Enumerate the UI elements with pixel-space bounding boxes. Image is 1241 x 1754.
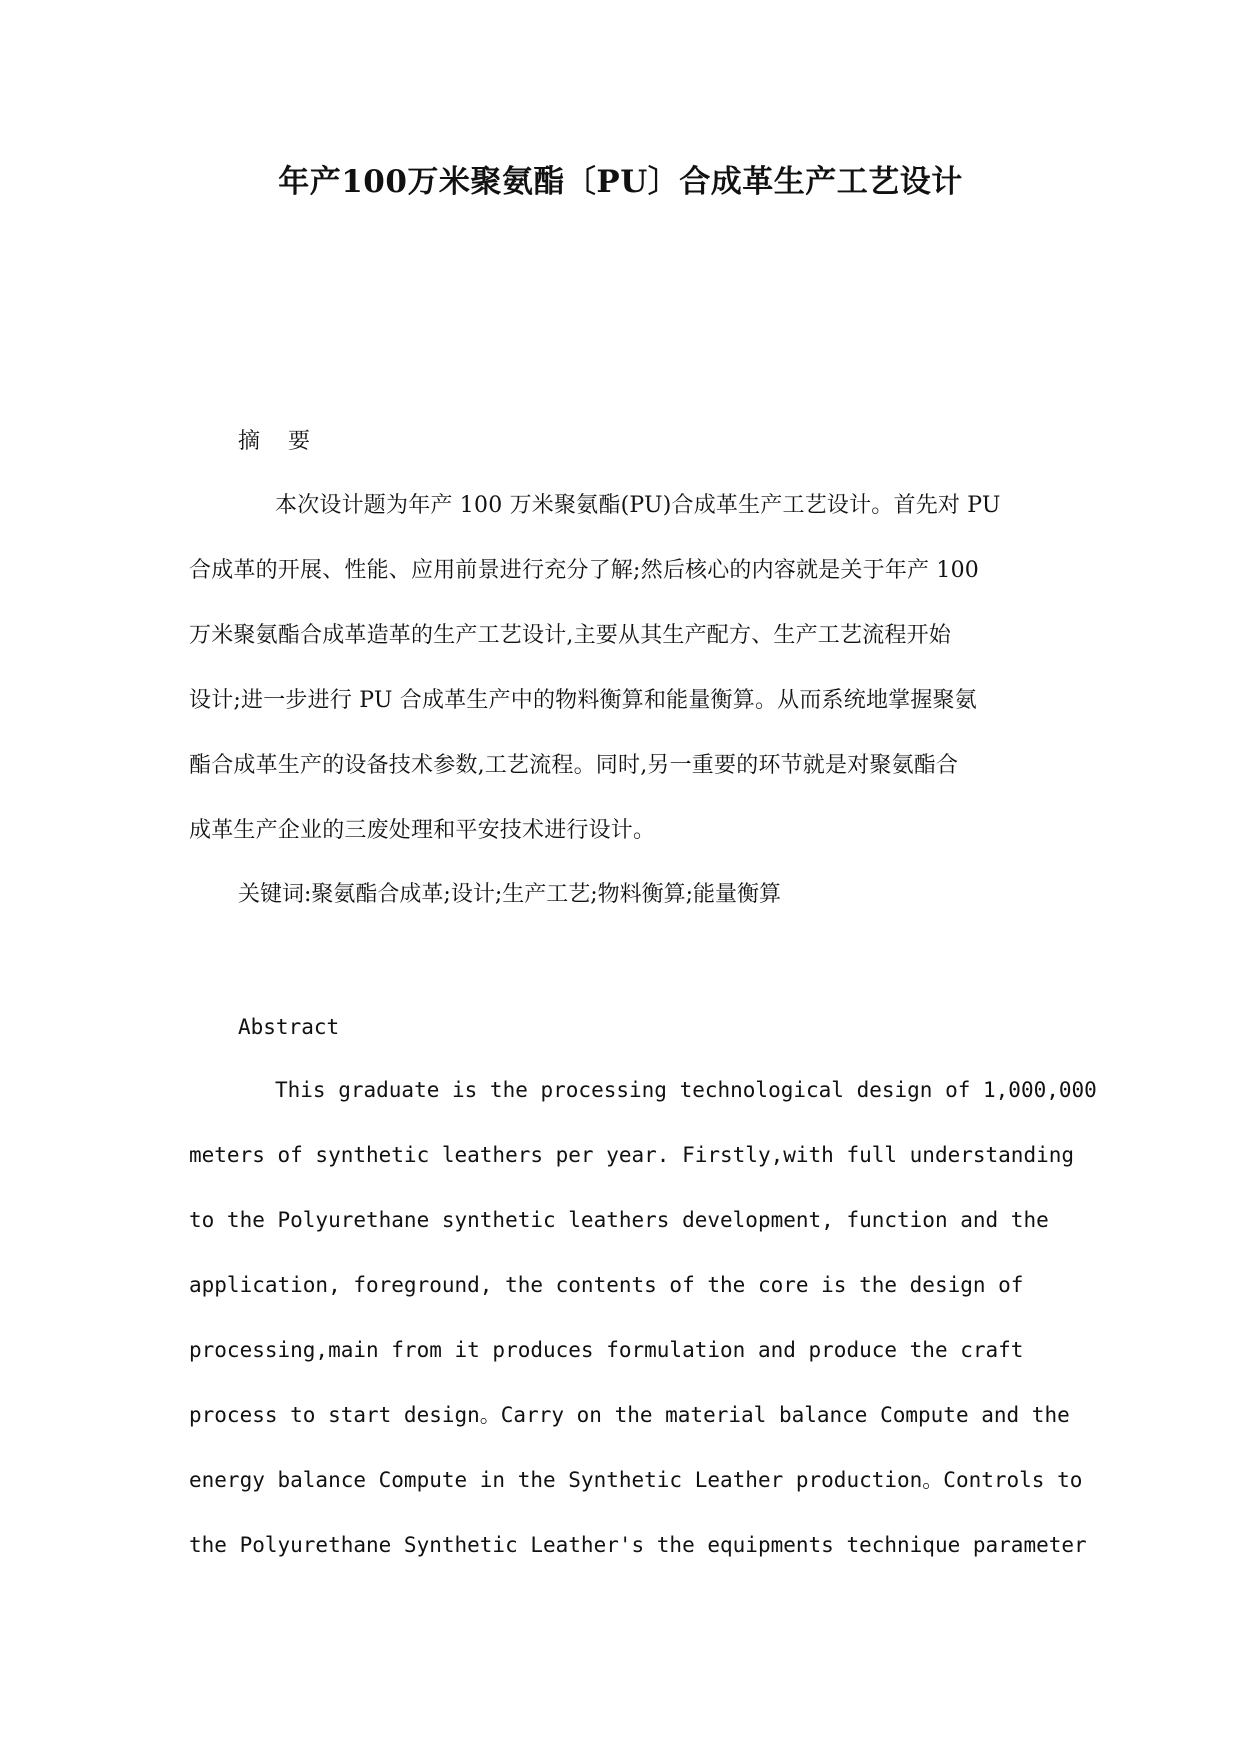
abstract-en-line: the Polyurethane Synthetic Leather's the equipments technique parameter	[189, 1533, 1087, 1557]
abstract-cn-line: 合成革的开展、性能、应用前景进行充分了解;然后核心的内容就是关于年产 100	[189, 558, 979, 583]
abstract-en-line: processing,main from it produces formulation and produce the craft	[189, 1338, 1024, 1362]
abstract-en-line: meters of synthetic leathers per year. Firstly,with full understanding	[189, 1143, 1075, 1167]
document-title: 年产100万米聚氨酯〔PU〕合成革生产工艺设计	[278, 164, 963, 200]
abstract-cn-line: 设计;进一步进行 PU 合成革生产中的物料衡算和能量衡算。从而系统地掌握聚氨	[189, 688, 977, 713]
abstract-cn-line: 万米聚氨酯合成革造革的生产工艺设计,主要从其生产配方、生产工艺流程开始	[189, 623, 951, 648]
abstract-en-line: This graduate is the processing technological design of 1,000,000	[275, 1078, 1097, 1102]
abstract-cn-heading: 摘 要	[238, 429, 310, 454]
abstract-cn-line: 本次设计题为年产 100 万米聚氨酯(PU)合成革生产工艺设计。首先对 PU	[275, 493, 1001, 518]
keywords-cn: 关键词:聚氨酯合成革;设计;生产工艺;物料衡算;能量衡算	[238, 882, 782, 907]
abstract-en-line: energy balance Compute in the Synthetic Leather production。Controls to	[189, 1468, 1083, 1492]
abstract-cn-line: 成革生产企业的三废处理和平安技术进行设计。	[189, 818, 656, 843]
abstract-en-line: application, foreground, the contents of the core is the design of	[189, 1273, 1024, 1297]
abstract-en-line: process to start design。Carry on the material balance Compute and the	[189, 1403, 1070, 1427]
abstract-en-heading: Abstract	[238, 1015, 340, 1039]
abstract-en-body	[189, 1058, 1097, 1578]
abstract-cn-body	[189, 473, 1057, 863]
abstract-cn-line: 酯合成革生产的设备技术参数,工艺流程。同时,另一重要的环节就是对聚氨酯合	[189, 753, 959, 778]
abstract-en-line: to the Polyurethane synthetic leathers development, function and the	[189, 1208, 1049, 1232]
